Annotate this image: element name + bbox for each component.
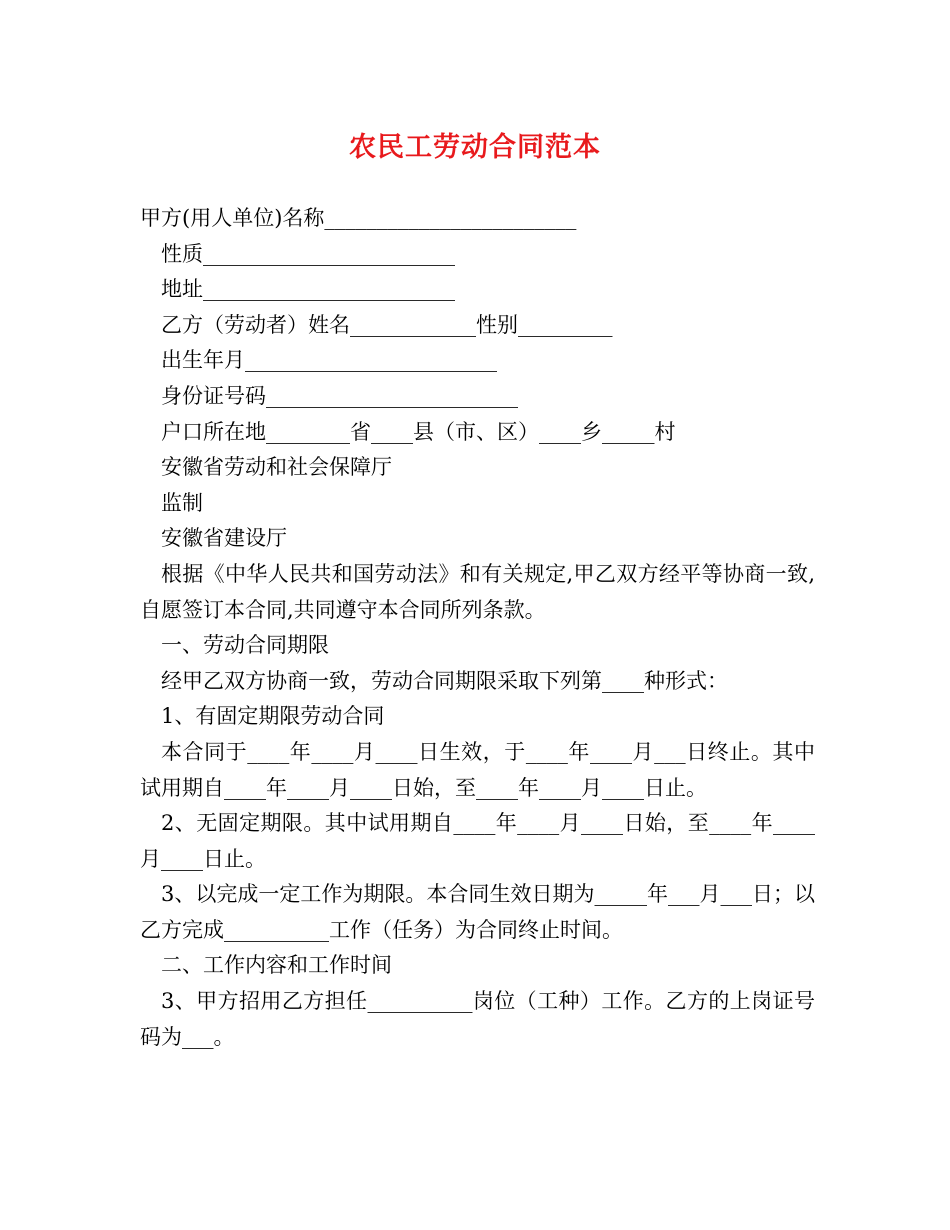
section-heading-contract-term: 一、劳动合同期限: [161, 633, 329, 658]
supervision-line: 监制: [161, 490, 203, 515]
document-body: [140, 201, 815, 1055]
household-registration-line: 户口所在地________省____县（市、区）____乡_____村: [161, 419, 676, 444]
fixed-term-heading: 1、有固定期限劳动合同: [161, 704, 385, 729]
open-term-paragraph: 2、无固定期限。其中试用期自____年____月____日始，至____年____月____日止。: [140, 811, 815, 871]
party-b-name-line: 乙方（劳动者）姓名____________性别_________: [161, 312, 613, 337]
job-position-paragraph: 3、甲方招用乙方担任__________岗位（工种）工作。乙方的上岗证号码为___。: [140, 989, 815, 1049]
party-a-nature-line: 性质________________________: [161, 241, 455, 266]
issuer-labor-dept-line: 安徽省劳动和社会保障厅: [161, 455, 392, 480]
contract-term-form-line: 经甲乙双方协商一致，劳动合同期限采取下列第____种形式：: [161, 668, 728, 693]
task-term-paragraph: 3、以完成一定工作为期限。本合同生效日期为_____年___月___日；以乙方完成__________工作（任务）为合同终止时间。: [140, 882, 815, 942]
birth-date-line: 出生年月________________________: [161, 348, 497, 373]
document-title: 农民工劳动合同范本: [349, 132, 601, 163]
party-a-address-line: 地址________________________: [161, 277, 455, 302]
party-a-name-line: 甲方(用人单位)名称________________________: [140, 206, 577, 230]
section-heading-work-content: 二、工作内容和工作时间: [161, 953, 392, 978]
fixed-term-paragraph: 本合同于____年____月____日生效，于____年____月___日终止。其中试用期自____年____月____日始，至____年____月____日止。: [140, 739, 815, 800]
id-number-line: 身份证号码________________________: [161, 383, 518, 408]
issuer-construction-dept-line: 安徽省建设厅: [161, 526, 287, 551]
preamble-paragraph: 根据《中华人民共和国劳动法》和有关规定,甲乙双方经平等协商一致,自愿签订本合同,共同遵守本合同所列条款。: [140, 561, 815, 622]
